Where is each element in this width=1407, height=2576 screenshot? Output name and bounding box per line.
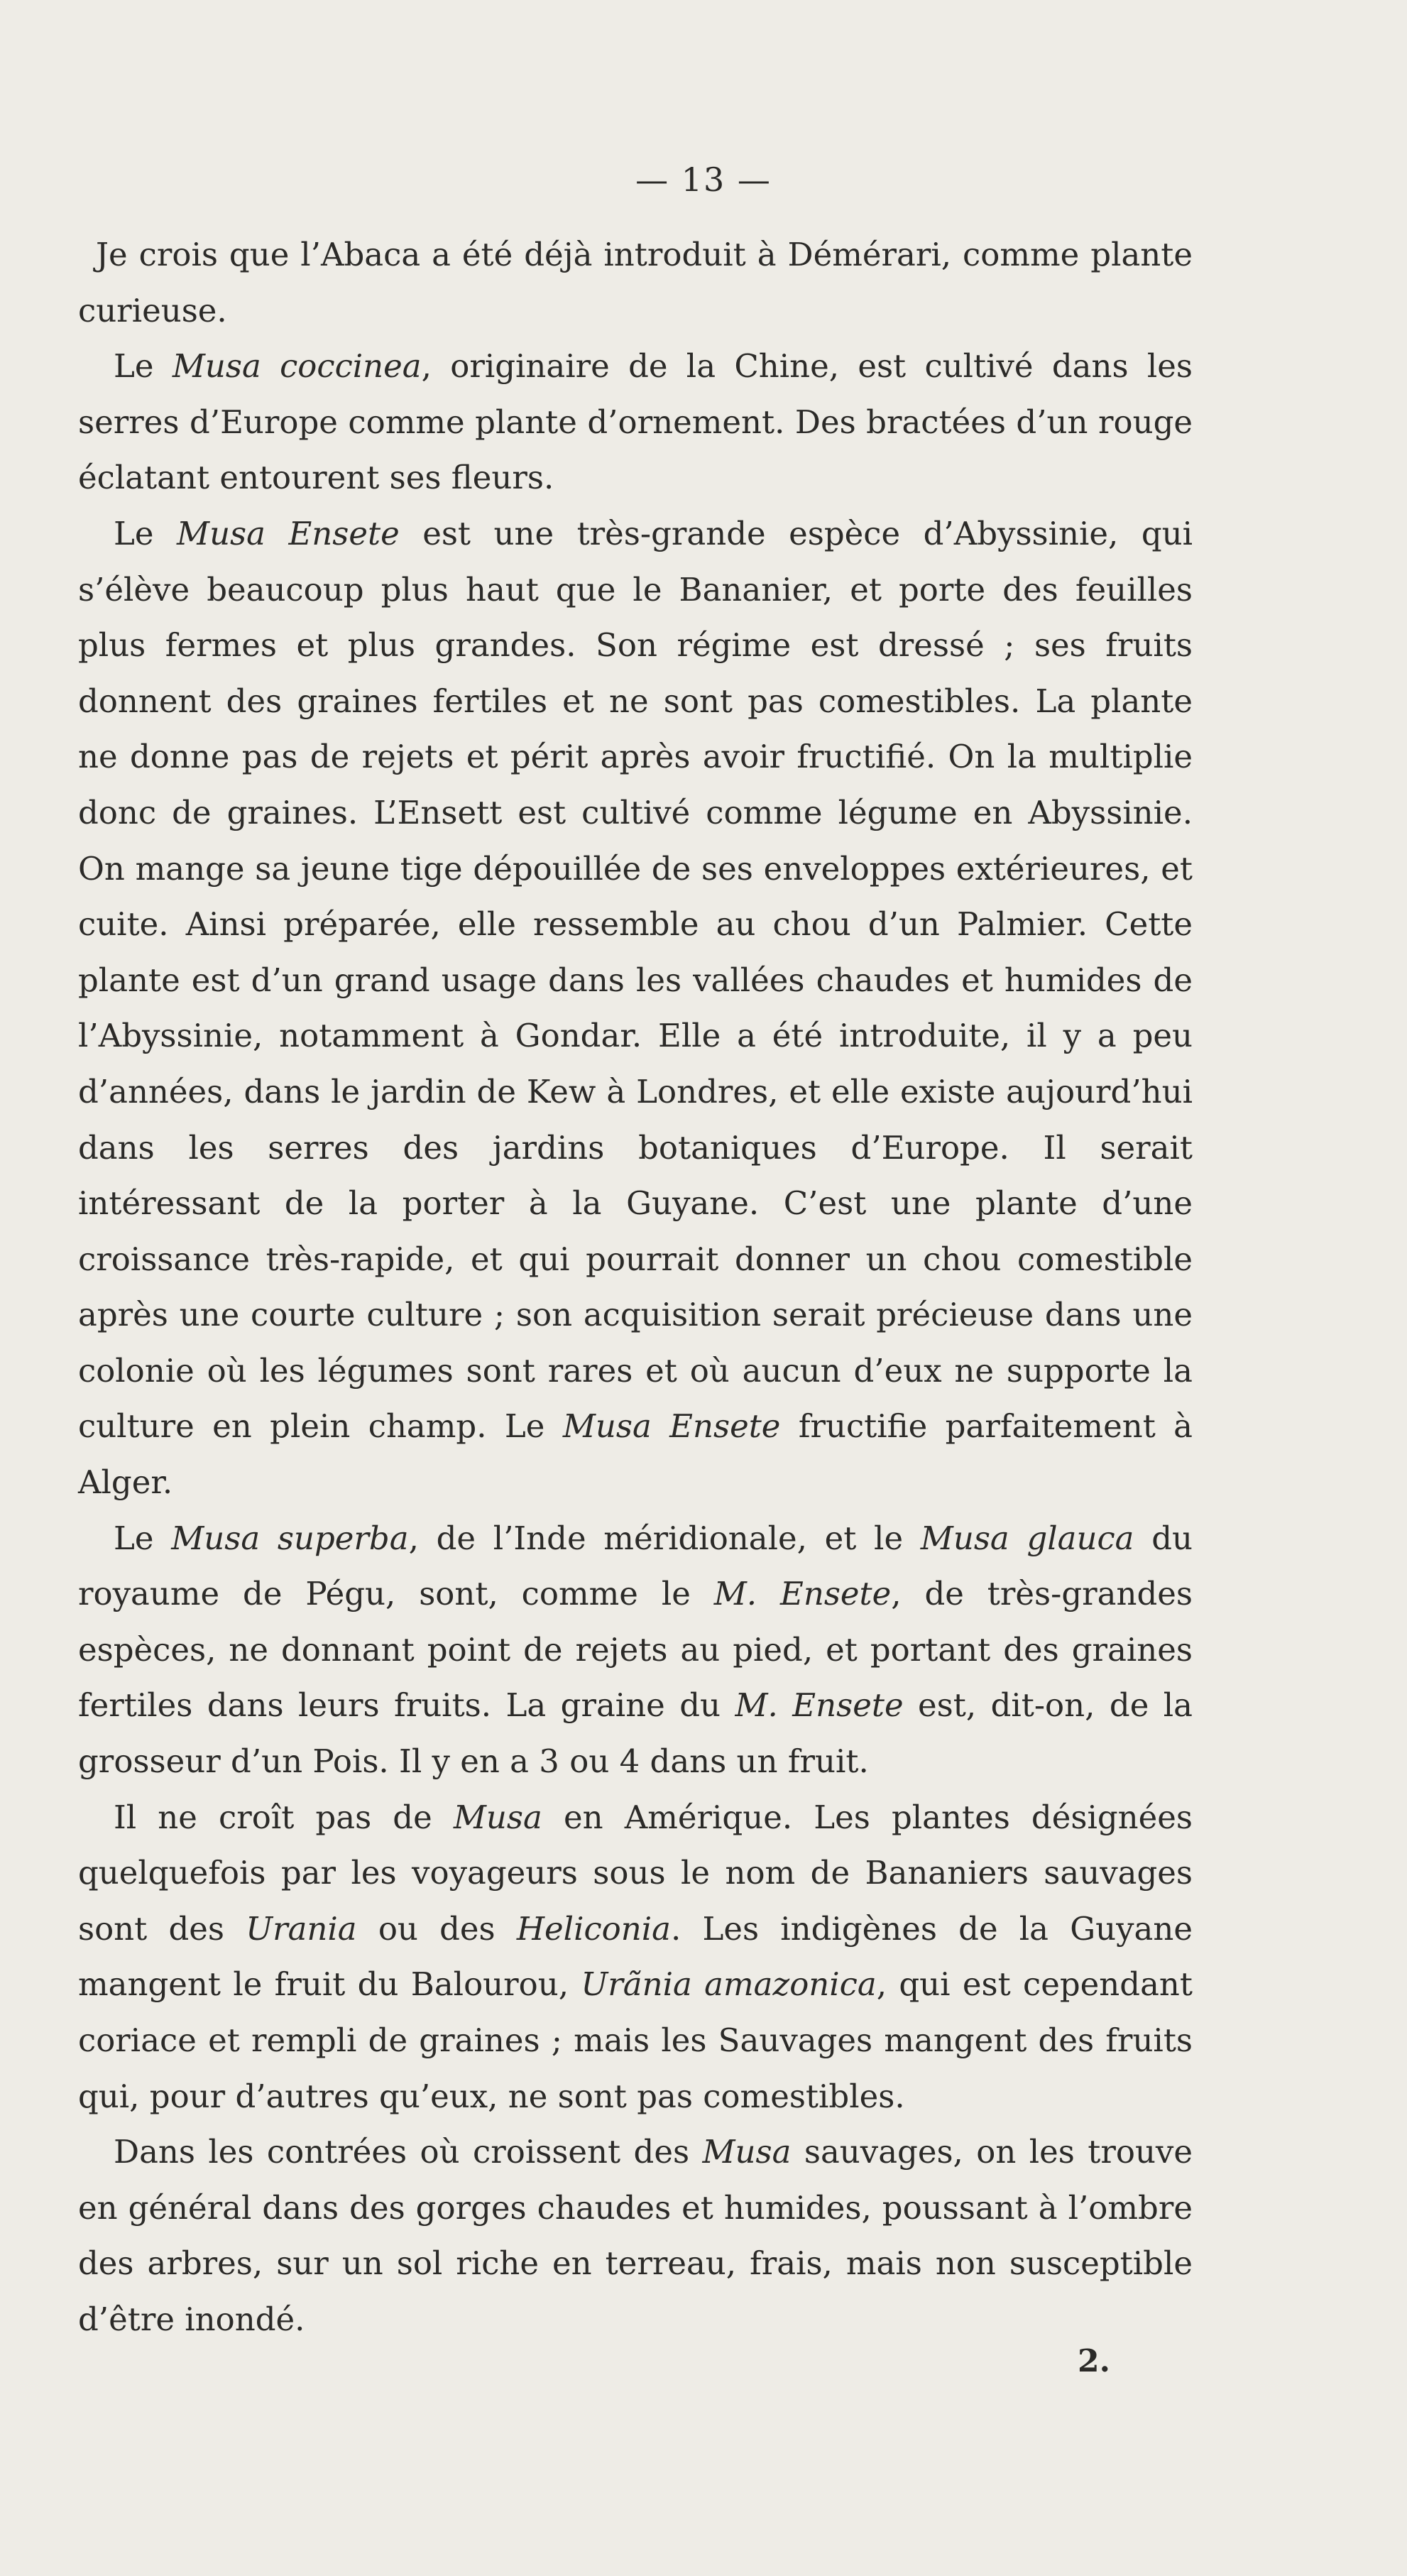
paragraph [78,227,1193,339]
italic-text: Musa [702,2133,792,2171]
text-run: , originaire de la Chine, est cultivé dans les serres d’Europe comme plante d’ornement. Des bractées d’un rouge éclatant entourent ses fleurs. [78,347,1193,497]
text-run: fructifie parfaitement à Alger. [78,1407,1193,1502]
text-run: Dans les contrées où croissent des [114,2133,703,2171]
text-run: Le [114,347,173,386]
paragraph [78,339,1193,506]
text-run: Le [114,514,177,552]
italic-text: Heliconia [516,1909,671,1948]
signature-mark: 2. [1078,2343,1110,2379]
text-run: Je crois que l’Abaca a été déjà introduit à Démérari, comme plante curieuse. [78,236,1193,329]
text-run: du royaume de Pégu, sont, comme le [78,1519,1193,1613]
text-run: en Amérique. Les plantes désignées quelquefois par les voyageurs sous le nom de Bananiers sauvages sont des [78,1798,1193,1948]
italic-text: M. Ensete [713,1575,892,1613]
italic-text: M. Ensete [735,1686,904,1725]
italic-text: Musa coccinea [172,347,422,386]
text-run: Le [114,1519,172,1557]
paragraph [78,2124,1193,2347]
text-run: est une très-grande espèce d’Abyssinie, qui s’élève beaucoup plus haut que le Bananier, et porte des feuilles plus fermes et plus grandes. Son régime est dressé ; ses fruits donnent des graines fertiles et ne sont pas comestibles. La plante ne donne pas de rejets et périt après avoir fructifié. On la multiplie donc de graines. L’Ensett est cultivé comme légume en Abyssinie. On mange sa jeune tige dépouillée de ses enveloppes extérieures, et cuite. Ainsi préparée, elle ressemble au chou d’un Palmier. Cette plante est d’un grand usage dans les vallées chaudes et humides de l’Abyssinie, notamment à Gondar. Elle a été introduite, il y a peu d’années, dans le jardin de Kew à Londres, et elle existe aujourd’hui dans les serres des jardins botaniques d’Europe. Il serait intéressant de la porter à la Guyane. C’est une plante d’une croissance très-rapide, et qui pourrait donner un chou comestible après une courte culture ; son acquisition serait précieuse dans une colonie où les légumes sont rares et où aucun d’eux ne supporte la culture en plein champ. Le [78,514,1193,1446]
italic-text: Musa glauca [920,1519,1134,1557]
italic-text: Urania [246,1909,357,1948]
text-run: , de très-grandes espèces, ne donnant point de rejets au pied, et portant des graines fertiles dans leurs fruits. La graine du [78,1575,1193,1725]
italic-text: Urãnia amazonica [581,1965,877,2004]
text-run: Il ne croît pas de [114,1798,454,1836]
page-number: — 13 — [635,160,772,199]
text-run: sauvages, on les trouve en général dans des gorges chaudes et humides, poussant à l’ombre des arbres, sur un sol riche en terreau, frais, mais non susceptible d’être inondé. [78,2133,1193,2338]
paragraph [78,1511,1193,1790]
body-text [78,227,1193,2348]
paragraph [78,1790,1193,2125]
italic-text: Musa [453,1798,542,1836]
text-run: , qui est cependant coriace et rempli de graines ; mais les Sauvages mangent des fruits qui, pour d’autres qu’eux, ne sont pas comestibles. [78,1965,1193,2115]
italic-text: Musa Ensete [562,1407,781,1446]
italic-text: Musa superba [171,1519,409,1557]
text-run: , de l’Inde méridionale, et le [408,1519,921,1557]
italic-text: Musa Ensete [177,514,400,552]
paragraph [78,506,1193,1511]
text-run: . Les indigènes de la Guyane mangent le fruit du Balourou, [78,1909,1193,2004]
text-run: ou des [356,1909,517,1948]
text-run: est, dit-on, de la grosseur d’un Pois. Il y en a 3 ou 4 dans un fruit. [78,1686,1193,1781]
